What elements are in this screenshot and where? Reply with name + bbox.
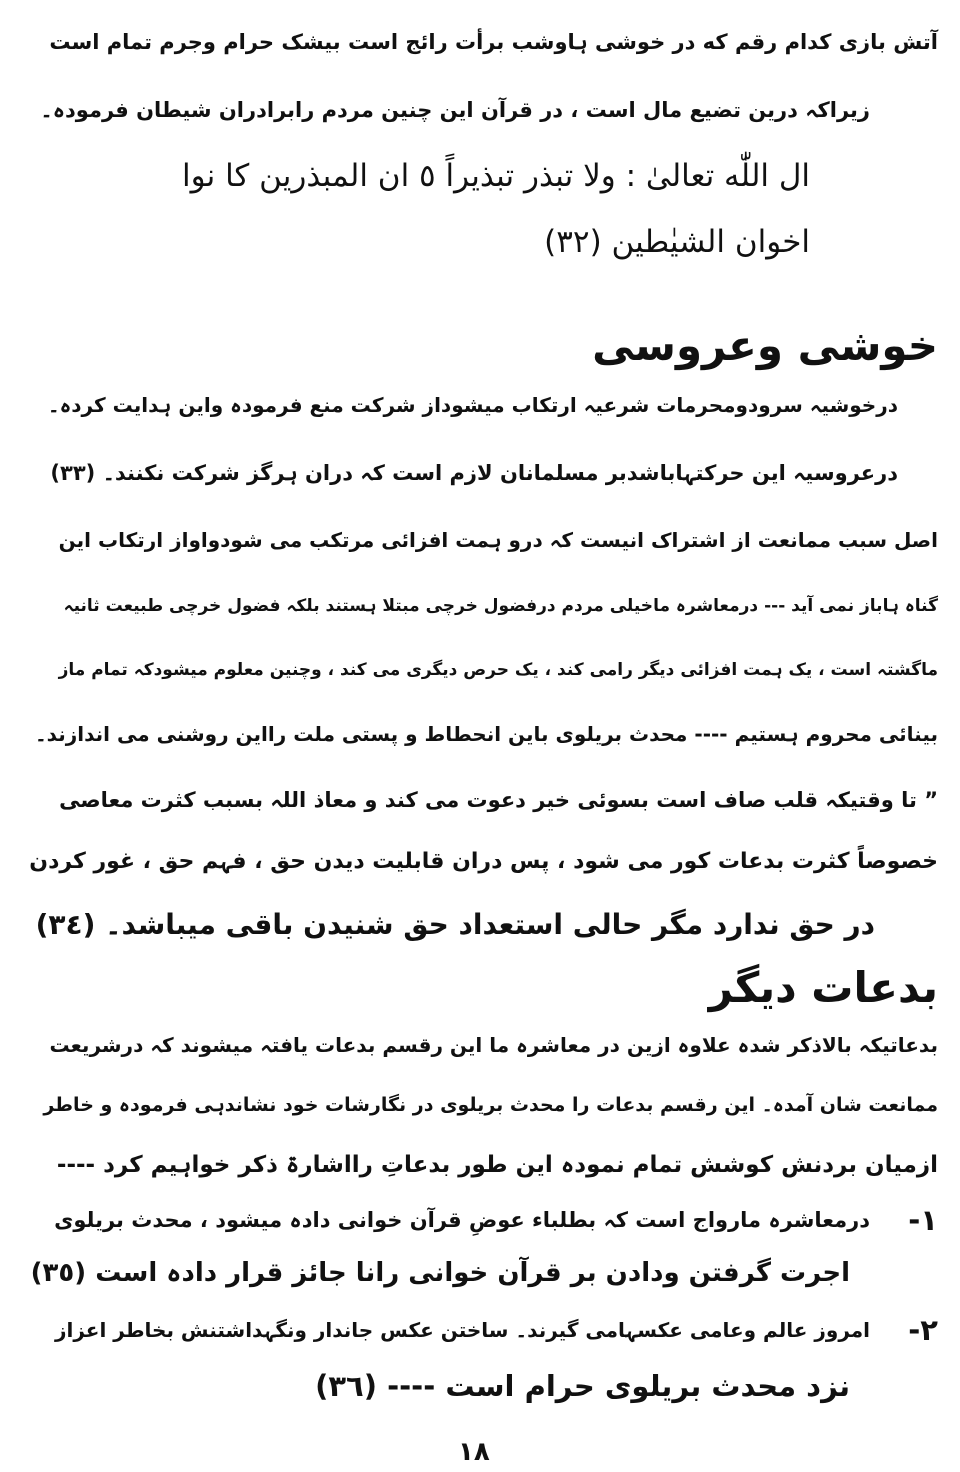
quote-line: در حق ندارد مگر حالی استعداد حق شنیدن باقی میباشد۔ (٣٤) [35, 908, 875, 941]
list-item-line: نزد محدث بریلوی حرام است ---- (٣٦) [315, 1369, 850, 1403]
page-number: ١٨ [458, 1437, 490, 1467]
text-line: ازمیان بردنش کوشش تمام نمودہ این طور بدعاتِ رااشارۃ ذکر خواہیم کرد ---- [56, 1152, 938, 1178]
text-line: گناہ ہاباز نمی آید --- درمعاشرہ ماخیلی مردم درفضول خرچی مبتلا ہستند بلکہ فضول خرچی طبیعت ثانیہ [63, 596, 938, 616]
list-number: ۲- [908, 1313, 938, 1347]
section-heading: خوشی وعروسی [592, 321, 938, 370]
quote-line: ” تا وقتیکہ قلب صاف است بسوئی خیر دعوت می کند و معاذ اللہ بسبب کثرت معاصی [59, 788, 938, 812]
section-heading: بدعات دیگر [708, 963, 938, 1012]
text-line: درعروسیہ این حرکتہاباشدبر مسلمانان لازم است کہ دران ہرگز شرکت نکنند۔ (٣٣) [50, 461, 898, 485]
text-line: بدعاتیکہ بالاذکر شدہ علاوہ ازین در معاشرہ ما این رقسم بدعات یافتہ میشوند کہ درشریعت [49, 1033, 938, 1057]
verse-line: اخوان الشيٰطين (٣٢) [544, 224, 810, 260]
list-item-line: امروز عالم وعامی عکسہامی گیرند۔ ساختن عکس جاندار ونگہداشتنش بخاطر اعزاز [54, 1318, 870, 1342]
verse-line: ال اللّٰه تعالیٰ : ولا تبذر تبذيراً ٥ ان المبذرين كا نوا [181, 158, 810, 194]
text-line: زیراکہ درین تضیع مال است ، در قرآن این چنین مردم رابرادران شیطان فرمودہ۔ [40, 98, 870, 122]
text-line: اصل سبب ممانعت از اشتراک انیست کہ درو ہمت افزائی مرتکب می شودواواز ارتکاب این [58, 528, 938, 552]
text-line: ماگشتہ است ، یک ہمت افزائی دیگر رامی کند ، یک حرص دیگری می کند ، وچنین معلوم میشودکہ تمام ماز [58, 660, 938, 680]
text-line: بینائی محروم ہستیم ---- محدث بریلوی باین انحطاط و پستی ملت رااین روشنی می اندازند۔ [34, 722, 938, 746]
text-line: آتش بازی کدام رقم که در خوشی ہاوشب برأت رائج است بیشک حرام وجرم تمام است [49, 30, 938, 54]
list-item-line: درمعاشرہ مارواج است کہ بطلباء عوضِ قرآن خوانی دادہ میشود ، محدث بریلوی [54, 1208, 870, 1232]
quote-line: خصوصاً کثرت بدعات کور می شود ، پس دران قابلیت دیدن حق ، فہم حق ، غور کردن [29, 849, 938, 874]
text-line: درخوشیہ سرودومحرمات شرعیہ ارتکاب میشوداز شرکت منع فرمودہ واین ہدایت کردہ۔ [47, 393, 898, 417]
text-line: ممانعت شان آمدہ۔ این رقسم بدعات را محدث بریلوی در نگارشات خود نشاندہی فرمودہ و خاطر [43, 1094, 938, 1116]
list-item-line: اجرت گرفتن ودادن بر قرآن خوانی رانا جائز قرار دادہ است (٣٥) [30, 1258, 850, 1288]
list-number: ۱- [908, 1203, 938, 1237]
